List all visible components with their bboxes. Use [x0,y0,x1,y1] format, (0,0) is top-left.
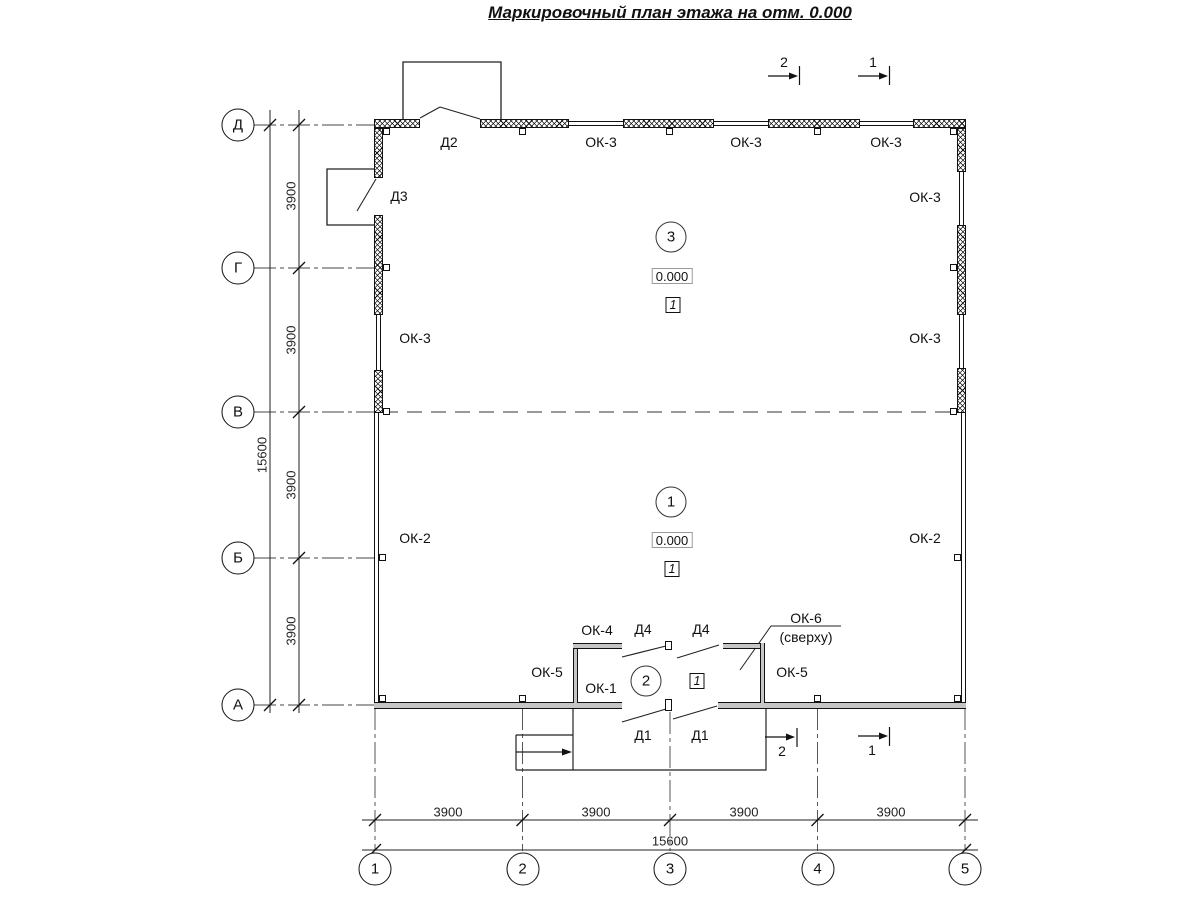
wall-top-seg3 [623,119,714,128]
axis-mark-left-b [379,554,386,561]
axis-lines-vertical [375,708,965,851]
door-label-d1: Д1 [691,727,709,743]
axis-lines-horizontal [254,125,380,705]
axis-mark-top-3 [666,128,673,135]
axis-mark-right-v [950,408,957,415]
axis-bubble-4: 4 [801,853,834,886]
window-label-ok3: ОК-3 [909,189,941,205]
window-label-ok2: ОК-2 [399,530,431,546]
door-d2-leaf-left [420,107,440,118]
dimension-ticks [264,119,971,856]
axis-mark-top-4 [814,128,821,135]
door-label-d1: Д1 [634,727,652,743]
wall-top-seg5 [913,119,966,128]
corner-mark-bottom-right [954,695,961,702]
elevation-mark-room3: 0.000 [652,268,693,284]
dim-bottom-total: 15600 [651,833,689,849]
window-label-ok6-note: (сверху) [779,629,833,645]
wall-top-seg4 [768,119,860,128]
window-label-ok3: ОК-3 [909,330,941,346]
axis-mark-right-b [954,554,961,561]
dim-left-2: 3900 [283,325,299,355]
section-mark-2-top: 2 [780,54,788,70]
wall-left-seg3 [374,370,383,413]
window-ok3-left [376,315,381,370]
axis-mark-bottom-2 [519,695,526,702]
dim-left-3: 3900 [283,470,299,500]
window-ok2-right-strip [961,413,966,702]
wall-top-seg2 [480,119,569,128]
window-ok3-top-2 [714,121,768,126]
axis-bubble-a: А [222,689,255,722]
axis-bubble-1: 1 [359,853,392,886]
window-label-ok1: ОК-1 [585,680,617,696]
door-label-d3: Д3 [390,188,408,204]
wall-left-seg2 [374,215,383,315]
wall-top-seg1 [374,119,420,128]
dim-left-total: 15600 [254,436,270,474]
window-label-ok6: ОК-6 [790,610,822,626]
dim-bottom-1: 3900 [433,804,463,820]
axis-bubble-5: 5 [949,853,982,886]
room-number-2: 2 [631,666,662,697]
dim-left-1: 3900 [283,181,299,211]
axis-bubble-g: Г [222,252,255,285]
drawing-title: Маркировочный план этажа на отм. 0.000 [488,3,852,22]
axis-bubble-3: 3 [654,853,687,886]
tambour-wall-left-ok5 [573,643,578,703]
window-ok3-right-2 [959,315,964,368]
axis-mark-bottom-4 [814,695,821,702]
door-leaves [357,107,719,722]
window-label-ok3: ОК-3 [870,134,902,150]
door-d4-leaf-left [622,646,666,657]
axis-mark-right-g [950,264,957,271]
window-ok3-right-1 [959,172,964,225]
tambour-wall-top-ok4 [573,643,622,649]
door-d3-leaf [357,179,376,211]
door-d4-center-post [665,641,672,650]
wall-right-seg2 [957,225,966,315]
dim-bottom-2: 3900 [581,804,611,820]
floor-type-room3: 1 [666,297,681,313]
door-label-d4: Д4 [634,621,652,637]
door-d1-leaf-right [673,706,717,719]
window-ok3-top-3 [860,121,913,126]
door-d2-leaf-right [440,107,480,119]
axis-bubble-d: Д [222,109,255,142]
room-number-1: 1 [656,487,687,518]
dim-bottom-4: 3900 [876,804,906,820]
door-d1-center-post [665,699,672,711]
axis-bubble-2: 2 [506,853,539,886]
window-label-ok3: ОК-3 [399,330,431,346]
axis-mark-top-2 [519,128,526,135]
door-d1-leaf-left [622,709,666,722]
window-label-ok4: ОК-4 [581,622,613,638]
floor-type-room2: 1 [690,673,705,689]
steps-direction-arrow [562,749,572,756]
tambour-wall-right-ok5 [760,643,765,703]
axis-bubble-b: Б [222,542,255,575]
wall-bottom-left [374,702,622,709]
wall-right-seg1 [957,128,966,172]
corner-mark-bottom-left [379,695,386,702]
window-label-ok3: ОК-3 [730,134,762,150]
window-label-ok2: ОК-2 [909,530,941,546]
wall-left-seg1 [374,128,383,178]
axis-mark-left-g [383,264,390,271]
wall-bottom-right [718,702,966,709]
door-label-d4: Д4 [692,621,710,637]
window-label-ok5: ОК-5 [776,664,808,680]
door-label-d2: Д2 [440,134,458,150]
tambour-wall-top-right [723,643,765,649]
floor-type-room1: 1 [665,561,680,577]
door-d3-porch [327,169,374,225]
room-number-3: 3 [656,222,687,253]
dim-bottom-3: 3900 [729,804,759,820]
section-mark-1-bottom: 1 [868,742,876,758]
corner-mark-top-right [950,128,957,135]
axis-bubble-v: В [222,396,255,429]
section-mark-2-bottom: 2 [778,743,786,759]
window-ok3-top-1 [569,121,623,126]
axis-mark-left-v [383,408,390,415]
section-mark-1-top: 1 [869,54,877,70]
window-label-ok5: ОК-5 [531,664,563,680]
elevation-mark-room1: 0.000 [652,532,693,548]
window-label-ok3: ОК-3 [585,134,617,150]
corner-mark-top-left [383,128,390,135]
dim-left-4: 3900 [283,616,299,646]
wall-right-seg3 [957,368,966,413]
door-d4-leaf-right [677,645,719,658]
